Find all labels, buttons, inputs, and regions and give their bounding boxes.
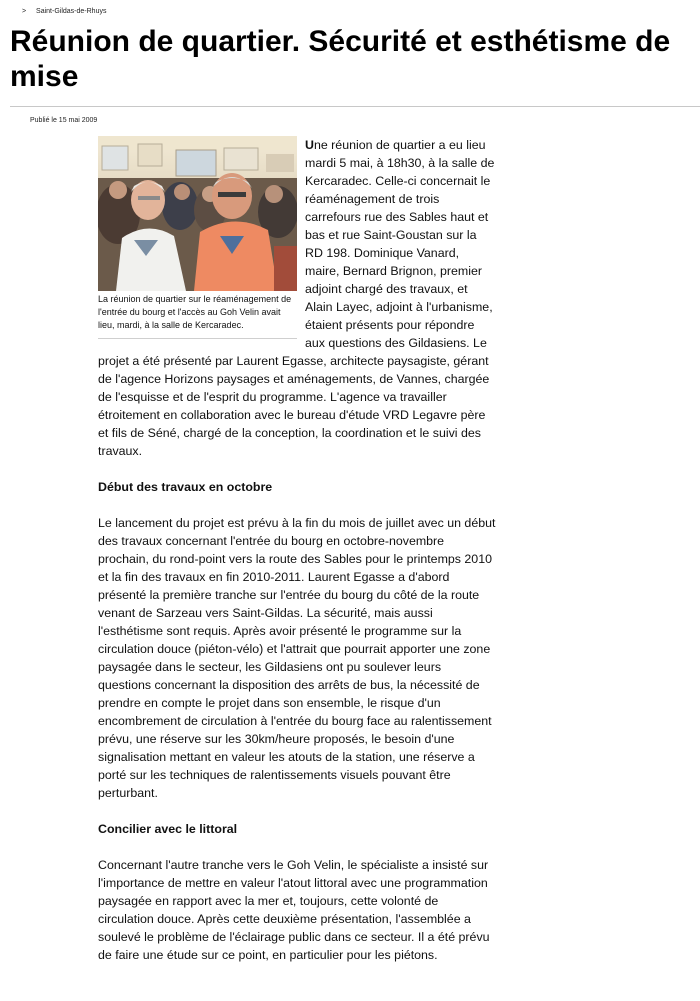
lead-text: ne réunion de quartier a eu lieu mardi 5 mai, à 18h30, à la salle de Kercaradec. Celle-ci concernait le réaménagement de trois carrefours rue des Sables haut et bas et rue Saint-Goustan sur la RD 198. Dominique Vanard, maire, Bernard Brignon, premier adjoint chargé des travaux, et Alain Layec, adjoint à l'urbanisme, étaient présents pour répondre aux questions des Gildasiens. Le projet a été présenté par Laurent Egasse, architecte paysagiste, gérant de l'agence Horizons paysages et aménagements, de Vannes, chargée de l'esquisse et de l'esprit du programme. L'agence va travailler étroitement en collaboration avec le bureau d'étude VRD Legavre père et fils de Séné, chargé de la conception, la coordination et le suivi des travaux. (98, 138, 495, 458)
breadcrumb (22, 8, 106, 15)
article-figure (98, 136, 297, 339)
drop-cap: U (305, 138, 314, 152)
article-paragraph: Le lancement du projet est prévu à la fin du mois de juillet avec un début des travaux concernant l'entrée du bourg en octobre-novembre prochain, du rond-point vers la route des Sables pour le printemps 2010 et la fin des travaux en fin 2010-2011. Laurent Egasse a d'abord présenté la première tranche sur l'entrée du bourg du côté de la route venant de Sarzeau vers Saint-Gildas. La sécurité, mais aussi l'esthétisme sont requis. Après avoir présenté le programme sur la circulation douce (piéton-vélo) et l'attrait que pourrait apporter une zone paysagée dans le secteur, les Gildasiens ont pu soulever leurs questions concernant la disposition des arrêts de bus, la nécessité de prendre en compte le projet dans son ensemble, le risque d'un encombrement de circulation à l'entrée du bourg face au ralentissement prévu, une réserve sur les 30km/heure proposés, le besoin d'une signalisation mettant en valeur les atouts de la station, une réserve a porté sur les techniques de ralentissements visuels pouvant être perturbant. (98, 516, 496, 800)
breadcrumb-location-link[interactable]: Saint-Gildas-de-Rhuys (36, 8, 107, 15)
article-paragraph: Concernant l'autre tranche vers le Goh Velin, le spécialiste a insisté sur l'importance de mettre en valeur l'atout littoral avec une programmation paysagée en rapport avec la mer et, toujours, cette volonté de circulation douce. Après cette deuxième présentation, l'assemblée a soulevé le problème de l'éclairage public dans ce secteur. Il a été prévu de faire une étude sur ce point, en particulier pour les piétons. (98, 858, 490, 962)
title-divider (10, 106, 700, 107)
publication-date: Publié le 15 mai 2009 (30, 117, 98, 124)
article-photo (98, 136, 297, 291)
photo-caption: La réunion de quartier sur le réaménagement de l'entrée du bourg et l'accès au Goh Velin avait lieu, mardi, à la salle de Kercaradec. (98, 293, 297, 339)
article-body (98, 136, 496, 982)
article-title: Réunion de quartier. Sécurité et esthétisme de mise (10, 25, 671, 93)
section-heading: Concilier avec le littoral (98, 822, 238, 836)
breadcrumb-separator: > (22, 8, 27, 15)
section-heading: Début des travaux en octobre (98, 480, 273, 494)
